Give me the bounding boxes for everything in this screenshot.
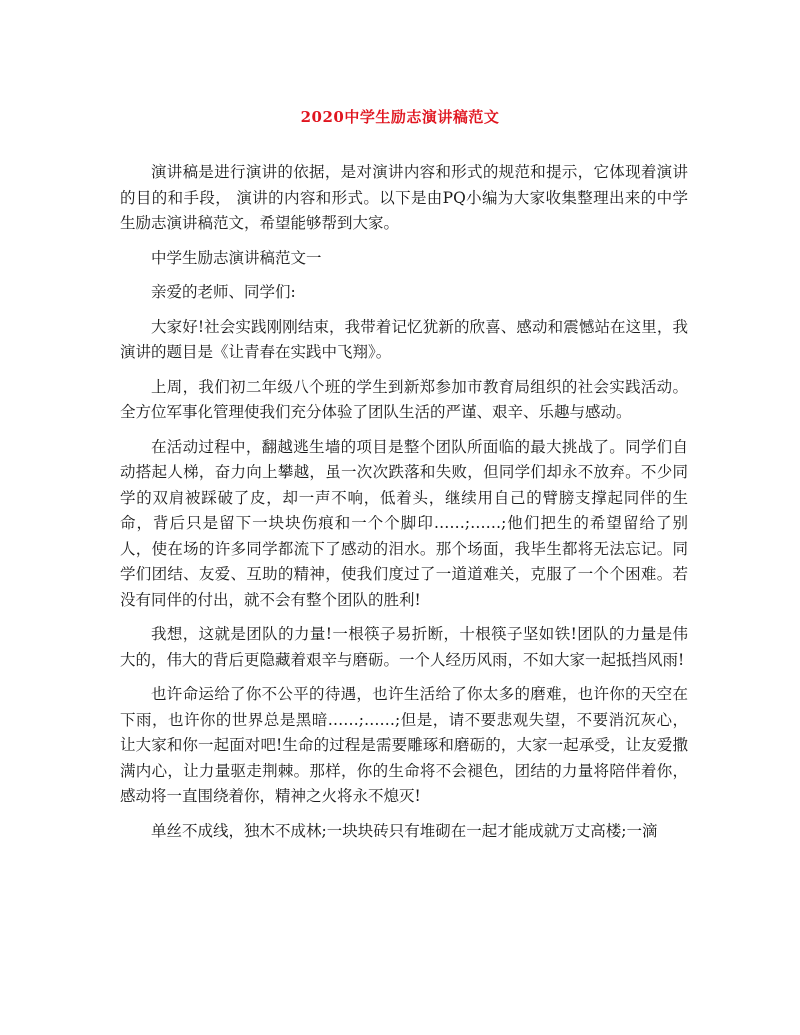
paragraph-single-thread: 单丝不成线，独木不成林;一块块砖只有堆砌在一起才能成就万丈高楼;一滴 (151, 821, 658, 840)
paragraph-perhaps: 也许命运给了你不公平的待遇，也许生活给了你太多的磨难，也许你的天空在下雨，也许你的世界总是黑暗……;……;但是，请不要悲观失望，不要消沉灰心，让大家和你一起面对吧!生命的过程是需要雕琢和磨砺的，大家一起承受，让友爱撒满内心，让力量驱走荆棘。那样，你的生命将不会褪色，团结的力量将陪伴着你，感动将一直围绕着你，精神之火将永不熄灭! (120, 685, 688, 805)
paragraph-salutation: 亲爱的老师、同学们: (151, 283, 296, 301)
paragraph-greeting: 大家好!社会实践刚刚结束，我带着记忆犹新的欣喜、感动和震憾站在这里，我演讲的题目是《让青春在实践中飞翔》。 (120, 317, 688, 361)
paragraph-team-power: 我想，这就是团队的力量!一根筷子易折断，十根筷子坚如铁!团队的力量是伟大的，伟大的背后更隐藏着艰辛与磨砺。一个人经历风雨，不如大家一起抵挡风雨! (120, 625, 688, 669)
document-body (120, 160, 688, 853)
paragraph-last-week: 上周，我们初二年级八个班的学生到新郑参加市教育局组织的社会实践活动。全方位军事化管理使我们充分体验了团队生活的严谨、艰辛、乐趣与感动。 (120, 377, 688, 421)
document-title: 2020中学生励志演讲稿范文 (300, 108, 500, 126)
paragraph-activity: 在活动过程中，翻越逃生墙的项目是整个团队所面临的最大挑战了。同学们自动搭起人梯，奋力向上攀越，虽一次次跌落和失败，但同学们却永不放弃。不少同学的双肩被踩破了皮，却一声不响，低着头，继续用自己的臂膀支撑起同伴的生命，背后只是留下一块块伤痕和一个个脚印……;……;他们把生的希望留给了别人，使在场的许多同学都流下了感动的泪水。那个场面，我毕生都将无法忘记。同学们团结、友爱、互助的精神，使我们度过了一道道难关，克服了一个个困难。若没有同伴的付出，就不会有整个团队的胜利! (120, 437, 688, 609)
section-heading: 中学生励志演讲稿范文一 (151, 248, 322, 267)
paragraph-intro: 演讲稿是进行演讲的依据，是对演讲内容和形式的规范和提示，它体现着演讲的目的和手段， 演讲的内容和形式。以下是由PQ小编为大家收集整理出来的中学生励志演讲稿范文，希望能够帮到大家。 (120, 163, 688, 232)
